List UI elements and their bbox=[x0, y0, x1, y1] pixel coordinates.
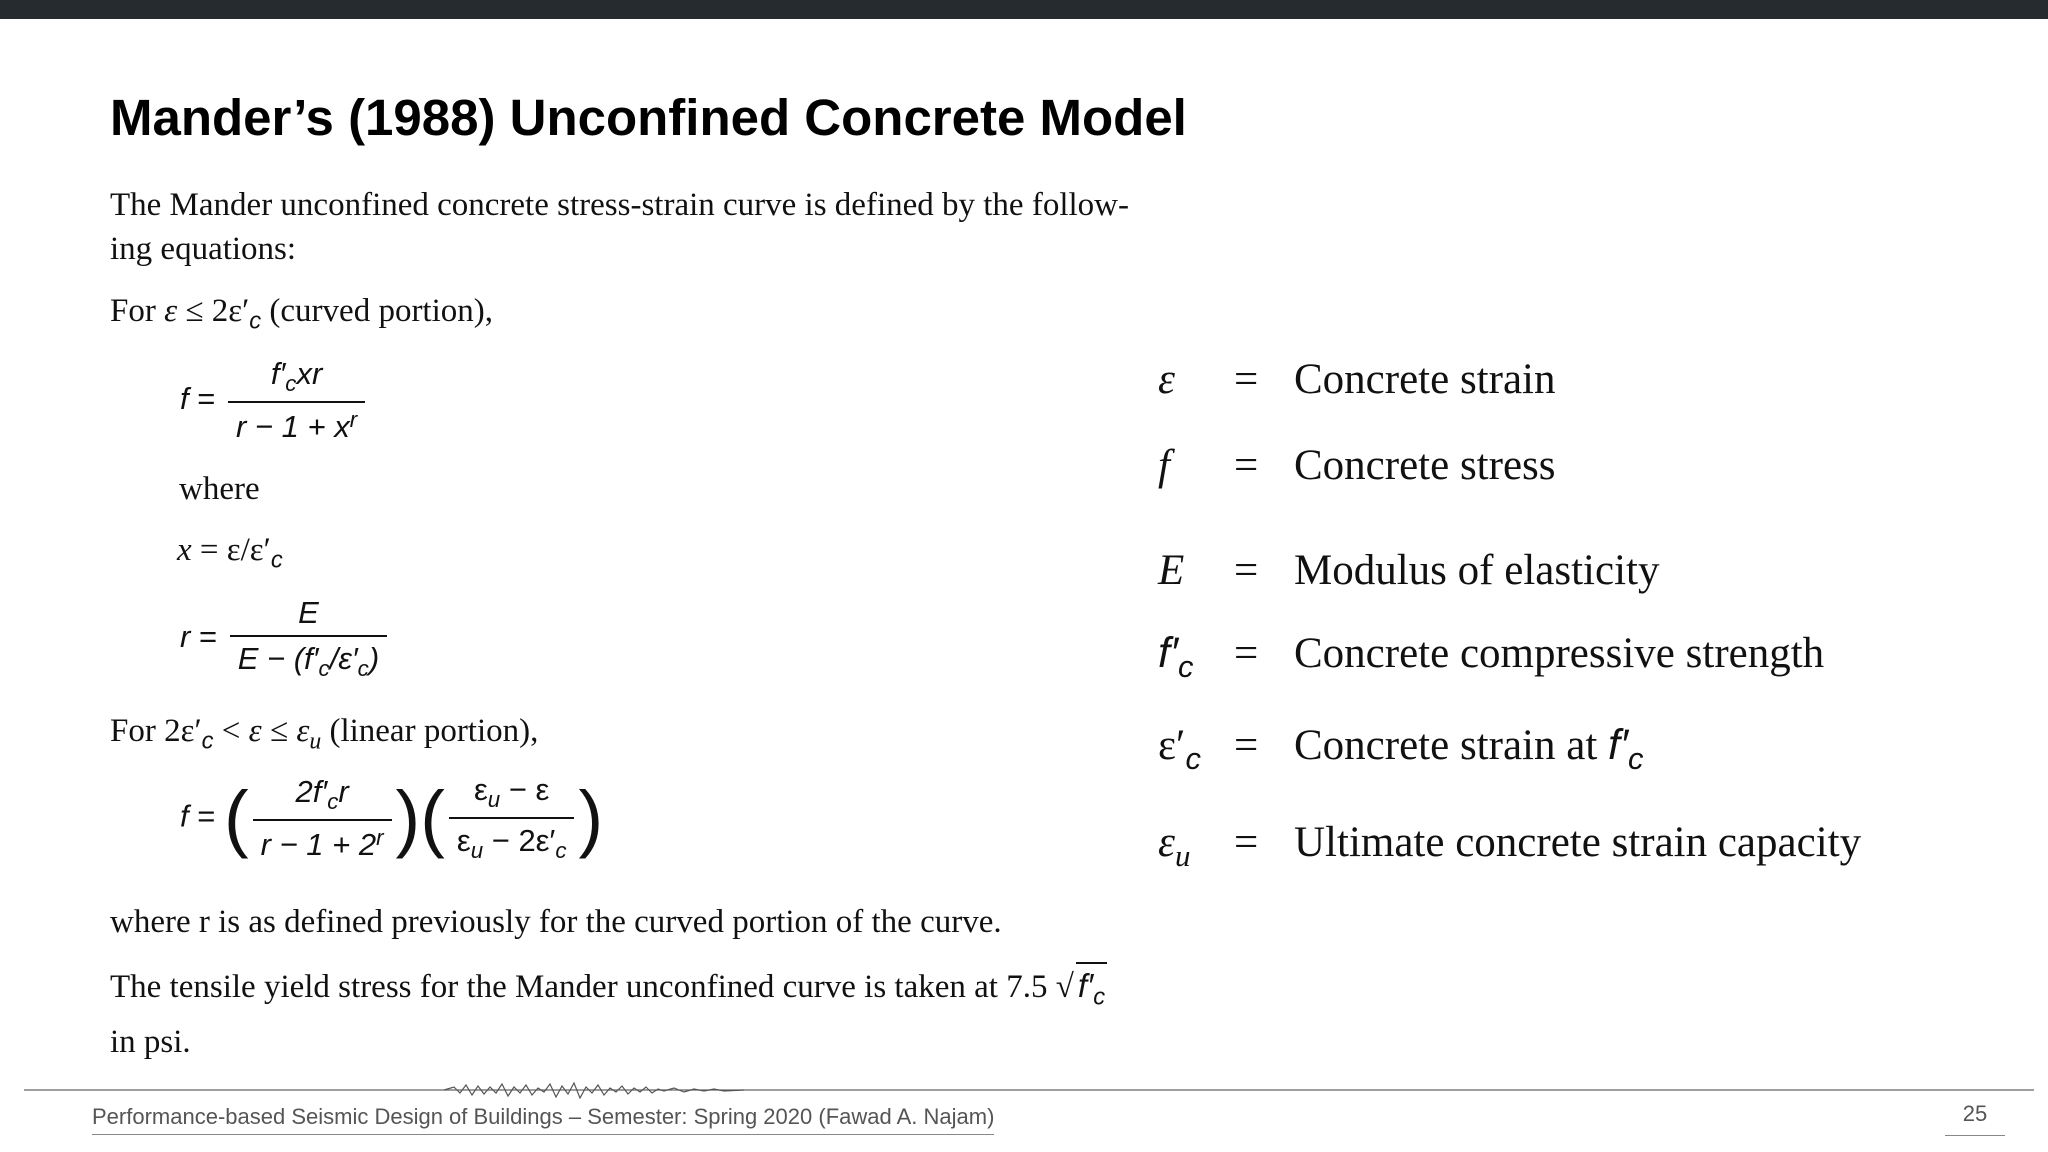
for-label: For bbox=[110, 293, 165, 329]
eq4-fraction-2: $\frac{\varepsilon_u - \varepsilon}{\varepsilon_u - 2\varepsilon'_c}$ bbox=[449, 772, 575, 864]
condition-op: ≤ 2ε′ bbox=[177, 293, 250, 329]
intro-paragraph bbox=[110, 183, 1190, 271]
eq3-equals: = bbox=[198, 618, 218, 654]
def-description: Ultimate concrete strain capacity bbox=[1294, 819, 1862, 866]
tensile-unit: in psi. bbox=[110, 1023, 191, 1060]
eq3-numerator: E bbox=[298, 595, 319, 630]
where-r-note: where r is as defined previously for the curved portion of the curve. bbox=[110, 904, 1002, 940]
def-description: Concrete stress bbox=[1294, 442, 1556, 489]
curved-note: (curved portion), bbox=[261, 293, 494, 329]
curved-portion-condition bbox=[110, 289, 493, 344]
linear-portion-condition: For $2\varepsilon'_c < \varepsilon \le \varepsilon_u$ (linear portion), bbox=[110, 713, 539, 755]
eq3-fraction bbox=[230, 595, 387, 682]
eq1-denominator: $r - 1 + x^r$ bbox=[228, 401, 365, 445]
intro-line-1: The Mander unconfined concrete stress-strain curve is defined by the follow- bbox=[110, 187, 1129, 223]
def-symbol: $f'_c$ bbox=[1158, 629, 1194, 684]
eq1-lhs: f bbox=[180, 380, 189, 416]
top-bar bbox=[0, 0, 2048, 19]
eq3-lhs: r bbox=[180, 618, 191, 654]
eq1-fraction bbox=[228, 356, 365, 445]
slide-title: Mander’s (1988) Unconfined Concrete Model bbox=[110, 89, 1187, 146]
equation-f-curved bbox=[180, 356, 369, 445]
eq1-equals: = bbox=[197, 380, 216, 416]
eq4-equals: = bbox=[197, 798, 216, 834]
page-number: 25 bbox=[1945, 1101, 2005, 1136]
def-symbol: $\varepsilon_u$ bbox=[1158, 819, 1191, 873]
def-symbol: f bbox=[1158, 442, 1170, 489]
def-symbol: ε bbox=[1158, 356, 1175, 403]
footer-course-info: Performance-based Seismic Design of Buildings – Semester: Spring 2020 (Fawad A. Najam) bbox=[92, 1104, 994, 1135]
condition-sub: c bbox=[249, 307, 262, 335]
eq3-denominator: $E - (f'_c/\varepsilon'_c)$ bbox=[230, 635, 387, 682]
def-description: Concrete strain bbox=[1294, 356, 1556, 403]
def-description: Concrete compressive strength bbox=[1294, 630, 1825, 677]
def-symbol: E bbox=[1158, 547, 1185, 594]
tensile-note: The tensile yield stress for the Mander unconfined curve is taken at 7.5 √ $f'_c$ in psi. bbox=[110, 962, 1190, 1064]
equation-x: $x = \varepsilon/\varepsilon'_c$ bbox=[177, 532, 283, 574]
epsilon-symbol: ε bbox=[164, 293, 178, 329]
audio-waveform-divider bbox=[24, 1081, 2034, 1099]
def-description: Concrete strain at $f'_c$ bbox=[1294, 721, 1644, 776]
eq4-lhs: f bbox=[180, 798, 189, 834]
where-label: where bbox=[179, 471, 260, 507]
def-symbol: $\varepsilon'_c$ bbox=[1158, 722, 1201, 776]
intro-line-2: ing equations: bbox=[110, 231, 297, 267]
def-description: Modulus of elasticity bbox=[1294, 547, 1660, 594]
equation-f-linear: f = ( $\frac{2f'_cr}{r - 1 + 2^r}$ )( $\frac{\varepsilon_u - \varepsilon}{\varepsilon_u - 2\varepsilon'_c}$ ) bbox=[180, 772, 604, 864]
eq1-numerator: $f'_cxr$ bbox=[270, 356, 323, 397]
eq4-fraction-1: $\frac{2f'_cr}{r - 1 + 2^r}$ bbox=[253, 774, 392, 863]
equation-r bbox=[180, 595, 391, 682]
